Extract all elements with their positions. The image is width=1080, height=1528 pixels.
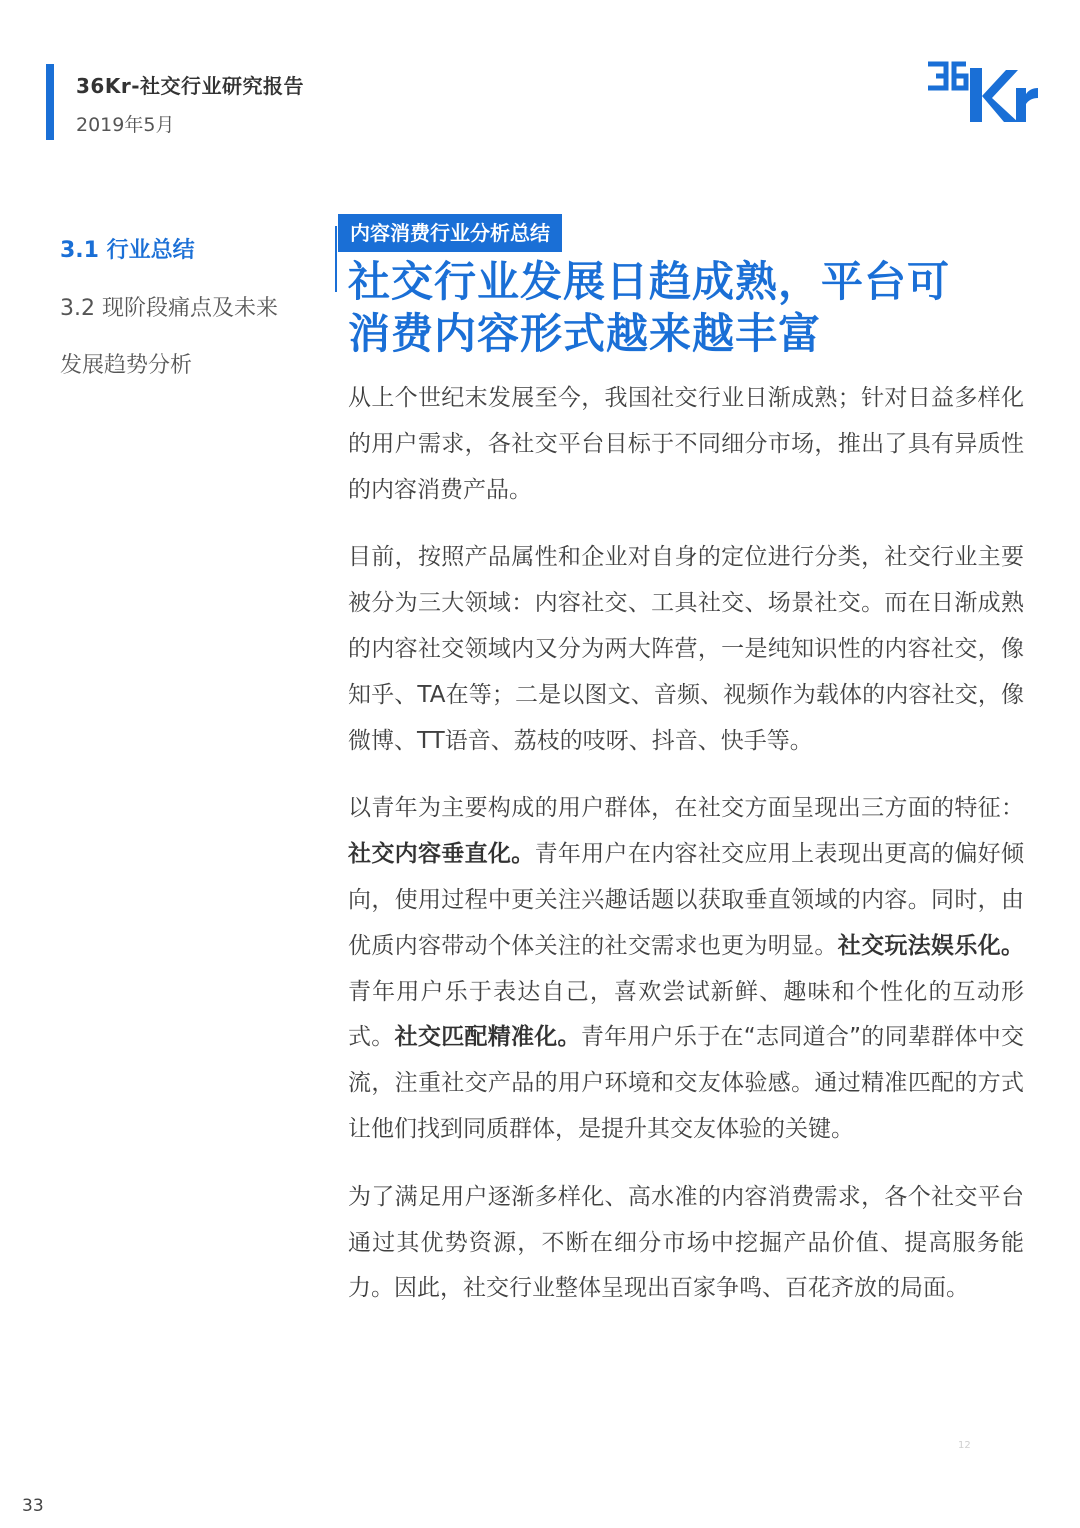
page-number: 33 <box>22 1496 44 1516</box>
article-body <box>348 376 1024 1334</box>
section-tag: 内容消费行业分析总结 <box>338 214 562 252</box>
p3-text-a: 以青年为主要构成的用户群体，在社交方面呈现出三方面的特征： <box>348 795 1024 822</box>
nav-item-industry-summary[interactable]: 3.1 行业总结 <box>60 238 195 263</box>
faint-page-marker: 12 <box>958 1440 971 1451</box>
p3-bold-entertainment: 社交玩法娱乐化。 <box>837 932 1025 959</box>
report-date: 2019年5月 <box>76 114 175 136</box>
p3-text-d: 青年用户乐于表达自己，喜欢尝试新鲜、趣味和个性化的互动形式。 <box>348 978 1024 1051</box>
paragraph-3 <box>348 786 1024 1152</box>
section-divider <box>335 226 337 292</box>
page-headline <box>348 256 1048 360</box>
nav-item-pain-points-trends[interactable] <box>60 280 310 394</box>
36kr-logo <box>926 58 1038 128</box>
side-nav <box>60 236 310 394</box>
p3-bold-matching: 社交匹配精准化。 <box>394 1024 581 1051</box>
nav-item-label-line1: 3.2 现阶段痛点及未来 <box>60 296 278 321</box>
p3-text-c: 青年用户在内容社交应用上表现出更高的偏好倾向，使用过程中更关注兴趣话题以获取垂直领域的内容。同时，由优质内容带动个体关注的社交需求也更为明显。 <box>348 841 1025 959</box>
paragraph-1: 从上个世纪末发展至今，我国社交行业日渐成熟；针对日益多样化的用户需求，各社交平台目标于不同细分市场，推出了具有异质性的内容消费产品。 <box>348 385 1024 503</box>
nav-item-label-line2: 发展趋势分析 <box>60 353 193 378</box>
headline-line1: 社交行业发展日趋成熟，平台可 <box>348 257 951 306</box>
paragraph-2: 目前，按照产品属性和企业对自身的定位进行分类，社交行业主要被分为三大领域：内容社交、工具社交、场景社交。而在日渐成熟的内容社交领域内又分为两大阵营，一是纯知识性的内容社交，像知乎、TA在等；二是以图文、音频、视频作为载体的内容社交，像微博、TT语音、荔枝的吱呀、抖音、快手等。 <box>348 544 1024 754</box>
report-title: 36Kr-社交行业研究报告 <box>76 74 304 98</box>
paragraph-4: 为了满足用户逐渐多样化、高水准的内容消费需求，各个社交平台通过其优势资源，不断在细分市场中挖掘产品价值、提高服务能力。因此，社交行业整体呈现出百家争鸣、百花齐放的局面。 <box>348 1183 1024 1302</box>
header-accent-bar <box>46 64 54 140</box>
p3-text-e: 青年用户乐于在“志同道合”的同辈群体中交流，注重社交产品的用户环境和交友体验感。通过精准匹配的方式让他们找到同质群体，是提升其交友体验的关键。 <box>348 1024 1024 1142</box>
p3-bold-vertical: 社交内容垂直化。 <box>348 841 535 868</box>
headline-line2: 消费内容形式越来越丰富 <box>348 309 822 358</box>
